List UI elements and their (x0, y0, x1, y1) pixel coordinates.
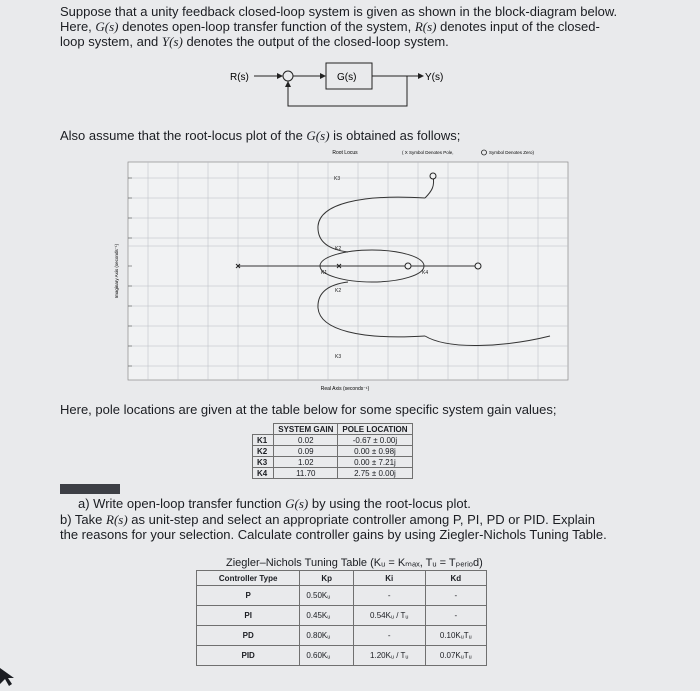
x-axis-label: Real Axis (seconds⁻¹) (320, 386, 370, 392)
legend-zero-icon (482, 150, 487, 155)
block-label: G(s) (337, 72, 357, 83)
question-b-line-1: b) Take R(s) as unit-step and select an appropriate controller among P, PI, PD or PID. Explain (60, 512, 595, 527)
question-b-line-2: the reasons for your selection. Calculate controller gains by using Ziegler-Nichols Tuning Table. (60, 527, 607, 542)
table-row: K1 0.02 -0.67 ± 0.00j (253, 435, 413, 446)
table-row: PID 0.60Kᵤ 1.20Kᵤ / Tᵤ 0.07KᵤTᵤ (197, 646, 487, 666)
question-a: a) Write open-loop transfer function G(s) by using the root-locus plot. (78, 496, 471, 511)
input-label: R(s) (230, 72, 249, 83)
cursor-arrow-icon (0, 668, 18, 686)
here-text: Here, pole locations are given at the table below for some specific system gain values; (60, 402, 557, 417)
plot-area (128, 162, 568, 380)
zero-marker (475, 263, 481, 269)
table-row: PD 0.80Kᵤ - 0.10KᵤTᵤ (197, 626, 487, 646)
gain-label-k3: K3 (334, 176, 341, 182)
table-row: PI 0.45Kᵤ 0.54Kᵤ / Tᵤ - (197, 606, 487, 626)
block-diagram (222, 58, 462, 120)
gain-label-k2: K2 (335, 246, 342, 252)
summing-junction (283, 71, 293, 81)
table-row: P 0.50Kᵤ - - (197, 586, 487, 606)
zn-tuning-table (196, 570, 487, 666)
gain-label-k1: K1 (321, 270, 328, 276)
zero-marker (405, 263, 411, 269)
legend-zero: Symbol Denotes Zero) (489, 150, 535, 155)
redaction-bar (60, 484, 120, 494)
zn-table-title: Ziegler–Nichols Tuning Table (Kᵤ = Kₘₐₓ, Tᵤ = Tₚₑᵣᵢₒd) (226, 557, 483, 569)
output-label: Y(s) (425, 72, 444, 83)
table-row: K3 1.02 0.00 ± 7.21j (253, 457, 413, 468)
gain-pole-table (252, 423, 413, 479)
table-header-row: Controller Type Kp Ki Kd (197, 571, 487, 586)
header-pole-location: POLE LOCATION (338, 424, 412, 435)
gain-label-k4: K4 (422, 270, 429, 276)
gain-label-k2-lower: K2 (335, 288, 342, 294)
zero-marker (430, 173, 436, 179)
intro-line-3: loop system, and Y(s) denotes the output of the closed-loop system. (60, 34, 449, 49)
intro-line-1: Suppose that a unity feedback closed-loop system is given as shown in the block-diagram below. (60, 4, 618, 19)
intro-line-2: Here, G(s) denotes open-loop transfer function of the system, R(s) denotes input of the closed- (60, 19, 600, 34)
header-system-gain: SYSTEM GAIN (274, 424, 338, 435)
gain-label-k3-lower: K3 (335, 354, 342, 360)
question-b (60, 512, 660, 542)
table-row: K2 0.09 0.00 ± 0.98j (253, 446, 413, 457)
intro-paragraph (60, 4, 645, 49)
table-row: K4 11.70 2.75 ± 0.00j (253, 468, 413, 479)
legend-pole: ( X Symbol Denotes Pole, (402, 150, 454, 155)
plot-title: Root Locus (332, 150, 358, 156)
root-locus-plot (110, 146, 580, 398)
y-axis-label: Imaginary Axis (seconds⁻¹) (114, 243, 119, 299)
table-header-row (253, 424, 413, 435)
assume-text: Also assume that the root-locus plot of the G(s) is obtained as follows; (60, 128, 461, 143)
